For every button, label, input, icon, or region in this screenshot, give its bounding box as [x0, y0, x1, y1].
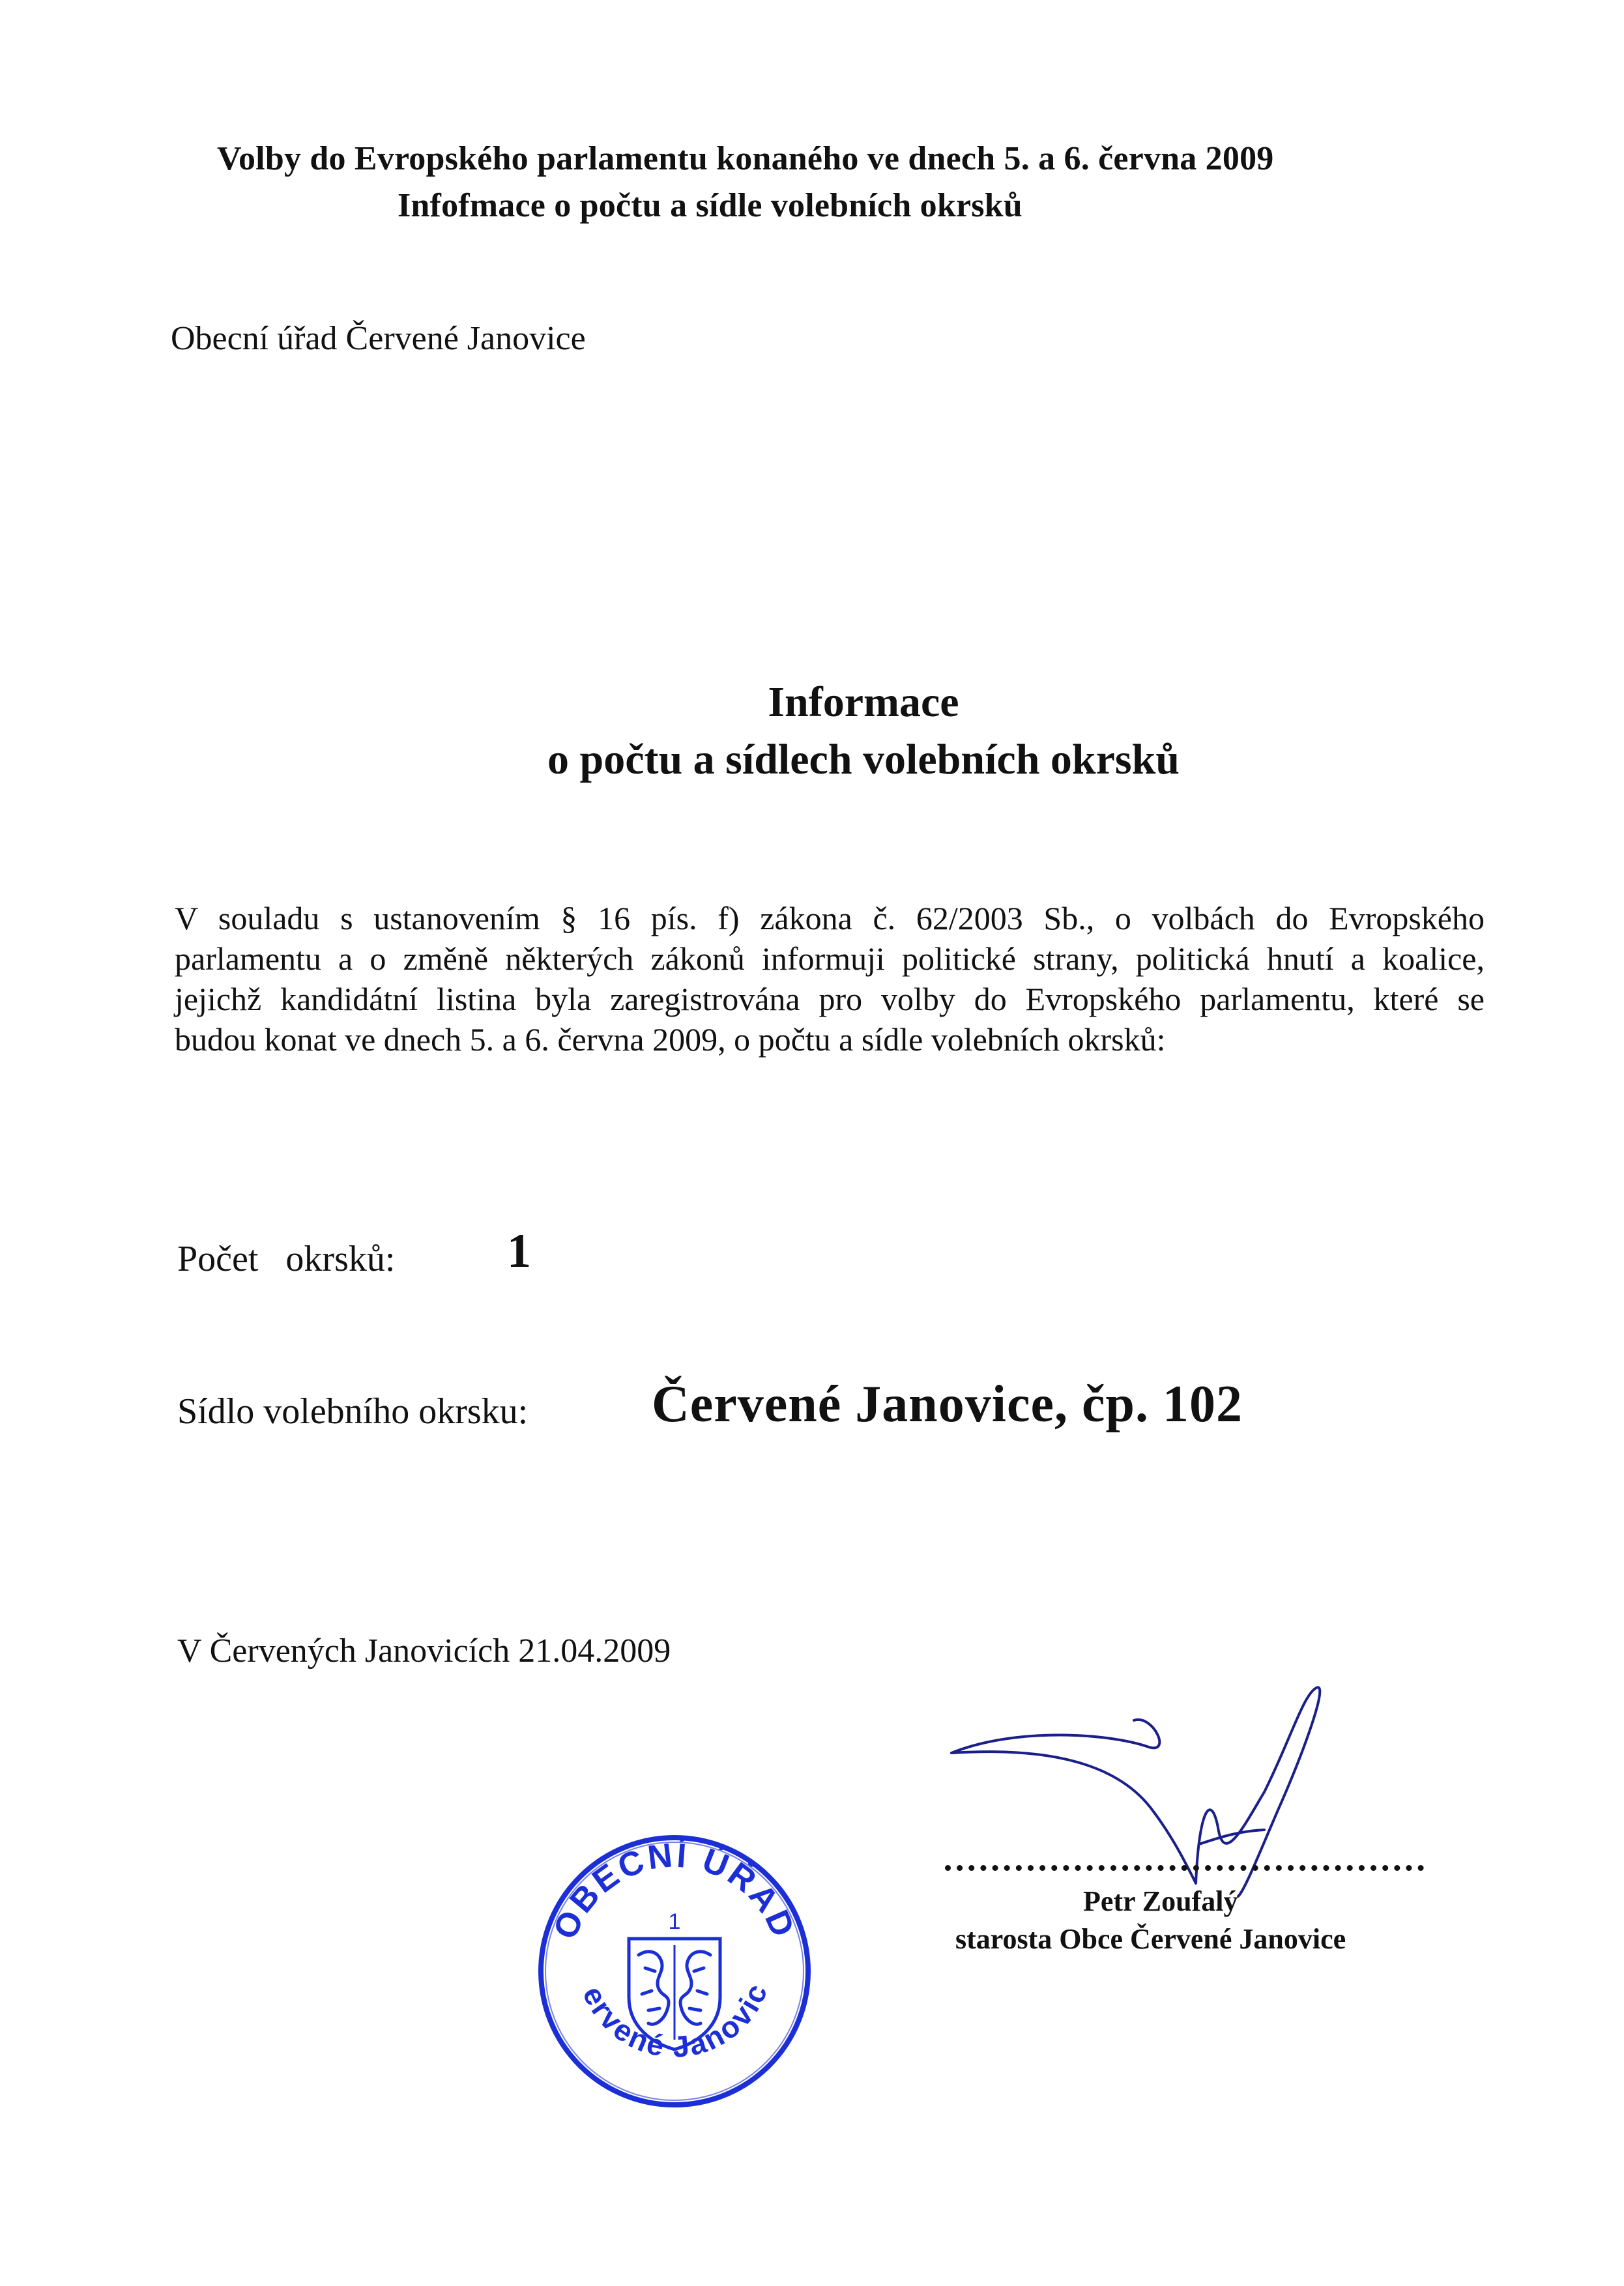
header-line-1: Volby do Evropského parlamentu konaného ve dnech 5. a 6. června 2009	[217, 140, 1274, 177]
svg-text:OBECNÍ ÚŘAD: OBECNÍ ÚŘAD	[546, 1836, 803, 1945]
office-name: Obecní úřad Červené Janovice	[171, 320, 586, 357]
seat-value: Červené Janovice, čp. 102	[652, 1376, 1243, 1433]
body-line: jejichž kandidátní listina byla zaregistrována pro volby do Evropského parlamentu, které se	[175, 981, 1485, 1017]
document-subtitle: o počtu a sídlech volebních okrsků	[547, 736, 1180, 783]
document-title: Informace	[768, 678, 959, 726]
official-stamp-icon	[522, 1804, 815, 2111]
svg-text:Červené Janovice: Červené Janovice	[522, 1804, 775, 2064]
header-line-2: Infofmace o počtu a sídle volebních okrsků	[398, 187, 1022, 224]
count-label: Počet okrsků:	[177, 1239, 396, 1279]
signer-name: Petr Zoufalý	[1083, 1885, 1238, 1917]
body-line: V souladu s ustanovením § 16 pís. f) zákona č. 62/2003 Sb., o volbách do Evropského	[175, 900, 1485, 936]
svg-text:1: 1	[668, 1909, 681, 1934]
body-line: parlamentu a o změně některých zákonů informuji politické strany, politická hnutí a koalice,	[175, 940, 1485, 977]
place-date: V Červených Janovicích 21.04.2009	[177, 1632, 671, 1670]
signature-line	[945, 1865, 1424, 1871]
body-line: budou konat ve dnech 5. a 6. června 2009, o počtu a sídle volebních okrsků:	[175, 1021, 1166, 1058]
seat-label: Sídlo volebního okrsku:	[177, 1391, 529, 1432]
count-value: 1	[507, 1224, 531, 1278]
signature-scribble-icon	[938, 1675, 1408, 1896]
signer-role: starosta Obce Červené Janovice	[955, 1923, 1346, 1955]
body-paragraph	[175, 898, 1485, 1060]
